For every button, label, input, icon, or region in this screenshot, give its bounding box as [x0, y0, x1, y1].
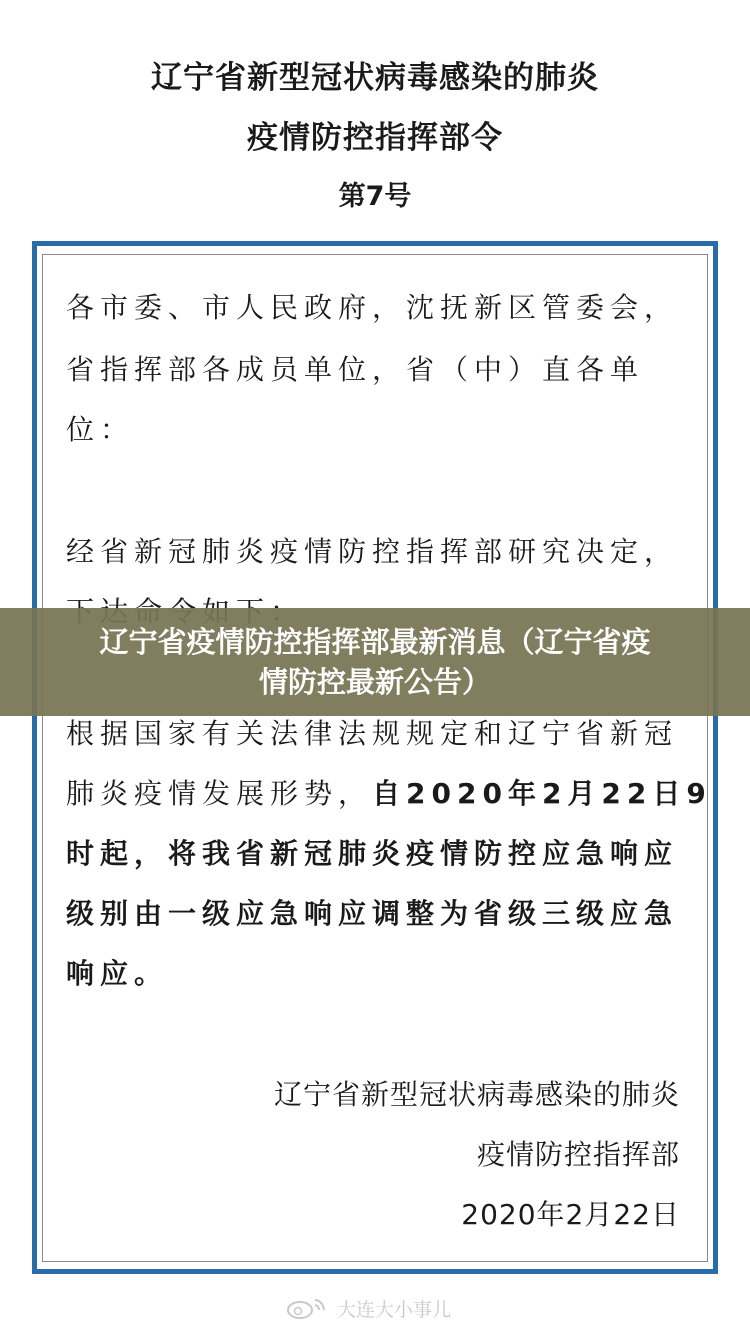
watermark: [285, 1293, 451, 1323]
emphasis-text: 自2020年2月22日9: [372, 777, 712, 810]
title-line-2: 疫情防控指挥部令: [247, 120, 503, 156]
body-line: 省指挥部各成员单位，省（中）直各单: [66, 353, 645, 386]
headline-banner: [0, 608, 750, 716]
weibo-icon: [285, 1296, 331, 1320]
body-line: 根据国家有关法律法规规定和辽宁省新冠: [66, 717, 679, 750]
body-line: 位：: [66, 413, 135, 446]
body-line-bold: 级别由一级应急响应调整为省级三级应急: [66, 897, 679, 930]
body-line: [66, 772, 712, 812]
banner-line-1: 辽宁省疫情防控指挥部最新消息（辽宁省疫: [99, 625, 651, 659]
body-line-part: 肺炎疫情发展形势，: [66, 777, 373, 810]
body-line-bold: 响应。: [66, 957, 169, 990]
signature-date: 2020年2月22日: [461, 1198, 680, 1231]
signature-org-line-2: 疫情防控指挥部: [476, 1138, 680, 1171]
watermark-text: 大连大小事儿: [337, 1298, 452, 1321]
banner-line-2: 情防控最新公告）: [258, 665, 491, 699]
body-line: 各市委、市人民政府，沈抚新区管委会，: [66, 291, 679, 324]
order-number: 第7号: [338, 181, 412, 212]
title-line-1: 辽宁省新型冠状病毒感染的肺炎: [151, 60, 599, 96]
signature-org-line-1: 辽宁省新型冠状病毒感染的肺炎: [273, 1078, 680, 1111]
body-line-bold: 时起，将我省新冠肺炎疫情防控应急响应: [66, 837, 679, 870]
body-line: 经省新冠肺炎疫情防控指挥部研究决定，: [66, 535, 679, 568]
